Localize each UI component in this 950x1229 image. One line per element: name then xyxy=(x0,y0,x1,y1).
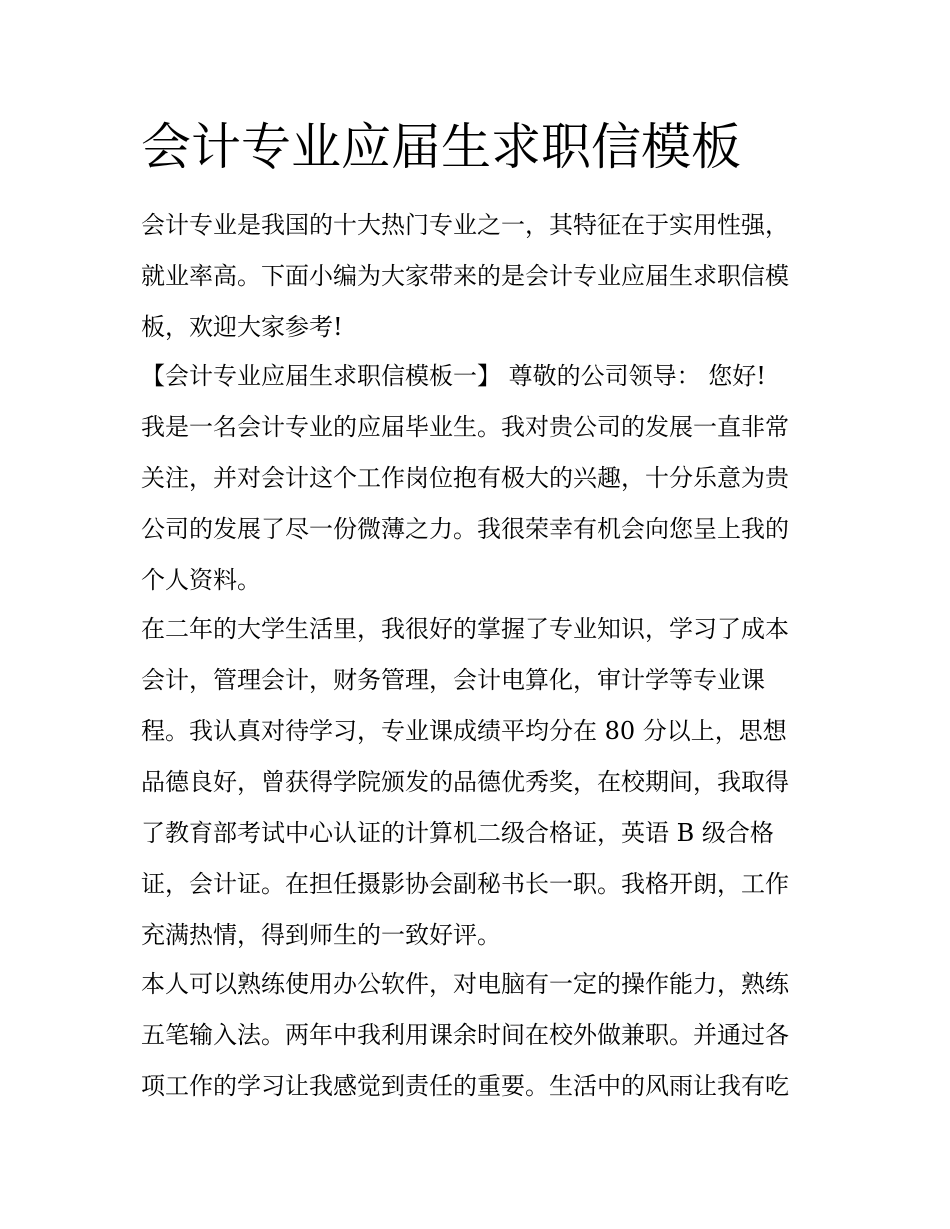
body-text-line: 关注，并对会计这个工作岗位抱有极大的兴趣，十分乐意为贵 xyxy=(141,464,789,492)
body-text-line: 五笔输入法。两年中我利用课余时间在校外做兼职。并通过各 xyxy=(141,1021,789,1049)
body-text-line: 就业率高。下面小编为大家带来的是会计专业应届生求职信模 xyxy=(141,262,789,290)
body-text-line: 【会计专业应届生求职信模板一】 尊敬的公司领导： 您好! xyxy=(141,362,766,390)
body-text-line: 我是一名会计专业的应届毕业生。我对贵公司的发展一直非常 xyxy=(141,413,789,441)
body-text-line: 项工作的学习让我感觉到责任的重要。生活中的风雨让我有吃 xyxy=(141,1072,789,1100)
body-text-line: 会计，管理会计，财务管理，会计电算化，审计学等专业课 xyxy=(141,666,765,694)
body-text-line: 程。我认真对待学习，专业课成绩平均分在 80 分以上，思想 xyxy=(141,717,787,745)
body-text-line: 板，欢迎大家参考! xyxy=(141,313,343,341)
body-text-line: 本人可以熟练使用办公软件，对电脑有一定的操作能力，熟练 xyxy=(141,970,789,998)
body-text-line: 了教育部考试中心认证的计算机二级合格证，英语 B 级合格 xyxy=(141,819,774,847)
body-text-line: 证，会计证。在担任摄影协会副秘书长一职。我格开朗，工作 xyxy=(141,870,789,898)
body-text-line: 品德良好，曾获得学院颁发的品德优秀奖，在校期间，我取得 xyxy=(141,768,789,796)
body-text-line: 公司的发展了尽一份微薄之力。我很荣幸有机会向您呈上我的 xyxy=(141,515,789,543)
body-text-line: 充满热情，得到师生的一致好评。 xyxy=(141,921,501,949)
body-text-line: 在二年的大学生活里，我很好的掌握了专业知识，学习了成本 xyxy=(141,615,789,643)
document-title: 会计专业应届生求职信模板 xyxy=(141,118,741,176)
body-text-line: 个人资料。 xyxy=(141,566,261,594)
body-text-line: 会计专业是我国的十大热门专业之一，其特征在于实用性强， xyxy=(141,211,789,239)
